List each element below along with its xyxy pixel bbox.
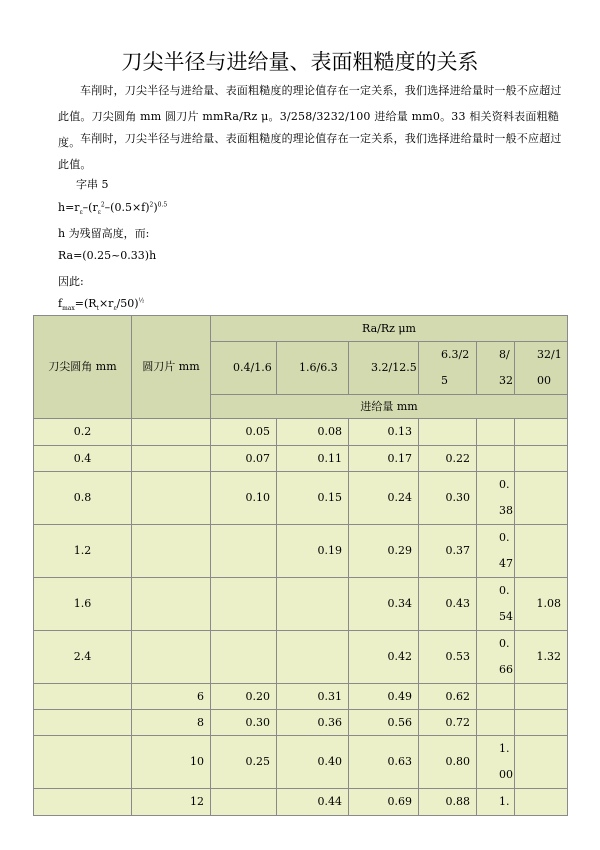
- cell-tip-radius: 0.8: [34, 472, 132, 525]
- cell-feed-value: [211, 525, 277, 578]
- formula-f-sub-e: ε: [113, 305, 117, 313]
- cell-feed-value: 0.07: [211, 446, 277, 472]
- cell-round-insert: 8: [132, 710, 211, 736]
- table-row: [34, 525, 568, 578]
- cell-feed-value: [515, 525, 568, 578]
- cell-tip-radius: 0.2: [34, 419, 132, 446]
- cell-feed-value: 0.42: [349, 631, 419, 684]
- cell-feed-value: [277, 631, 349, 684]
- table-row: [34, 631, 568, 684]
- col-header-tip-radius: 刀尖圆角 mm: [34, 316, 132, 419]
- formula-f-part-c: ×r: [98, 297, 114, 310]
- cell-feed-value: 1.08: [515, 578, 568, 631]
- cell-feed-value: [515, 684, 568, 710]
- cell-feed-value: 0.15: [277, 472, 349, 525]
- cell-feed-value: [515, 736, 568, 789]
- cell-feed-value: 0.38: [477, 472, 515, 525]
- second-paragraph: 车削时，刀尖半径与进给量、表面粗糙度的理论值存在一定关系，我们选择进给量时一般不应超过此值。: [58, 132, 562, 171]
- cell-round-insert: [132, 525, 211, 578]
- ra-col-1: 1.6/6.3: [277, 342, 349, 395]
- cell-tip-radius: 0.4: [34, 446, 132, 472]
- cell-feed-value: [211, 789, 277, 816]
- cell-round-insert: 10: [132, 736, 211, 789]
- cell-round-insert: [132, 419, 211, 446]
- formula-f-part-b: =(R: [74, 297, 97, 310]
- formula-h-part-a: h=r: [58, 201, 80, 214]
- formula-f-sub-t: t: [96, 305, 99, 313]
- cell-round-insert: [132, 631, 211, 684]
- cell-feed-value: 0.13: [349, 419, 419, 446]
- cell-feed-value: 0.44: [277, 789, 349, 816]
- formula-h-sup-2a: 2: [100, 201, 105, 209]
- cell-feed-value: [477, 446, 515, 472]
- cell-feed-value: 0.56: [349, 710, 419, 736]
- table-row: [34, 446, 568, 472]
- cell-round-insert: [132, 578, 211, 631]
- line-ra: Ra=(0.25~0.33)h: [58, 249, 157, 262]
- cell-feed-value: 0.49: [349, 684, 419, 710]
- ra-col-0: 0.4/1.6: [211, 342, 277, 395]
- cell-tip-radius: 2.4: [34, 631, 132, 684]
- cell-feed-value: 0.31: [277, 684, 349, 710]
- col-header-round-insert: 圆刀片 mm: [132, 316, 211, 419]
- cell-feed-value: [515, 419, 568, 446]
- cell-feed-value: 0.43: [419, 578, 477, 631]
- line-yinci: 因此:: [58, 275, 84, 288]
- cell-feed-value: 0.54: [477, 578, 515, 631]
- cell-feed-value: 0.30: [211, 710, 277, 736]
- cell-tip-radius: 1.2: [34, 525, 132, 578]
- ra-col-4: 8/32: [477, 342, 515, 395]
- cell-feed-value: 0.29: [349, 525, 419, 578]
- formula-f-part-d: /50): [116, 297, 139, 310]
- cell-tip-radius: [34, 789, 132, 816]
- table-row: [34, 419, 568, 446]
- formula-h-sup-05: 0.5: [157, 201, 168, 209]
- cell-feed-value: 0.22: [419, 446, 477, 472]
- cell-feed-value: 1.00: [477, 736, 515, 789]
- cell-feed-value: [515, 789, 568, 816]
- cell-tip-radius: [34, 736, 132, 789]
- cell-feed-value: 0.53: [419, 631, 477, 684]
- ra-col-5: 32/100: [515, 342, 568, 395]
- cell-feed-value: 0.62: [419, 684, 477, 710]
- page-title: 刀尖半径与进给量、表面粗糙度的关系: [121, 50, 479, 74]
- cell-feed-value: 0.37: [419, 525, 477, 578]
- table-row: [34, 578, 568, 631]
- formula-h-part-d: ): [153, 201, 158, 214]
- cell-feed-value: [477, 684, 515, 710]
- cell-feed-value: 0.88: [419, 789, 477, 816]
- cell-feed-value: 0.63: [349, 736, 419, 789]
- cell-feed-value: [211, 578, 277, 631]
- table-row: [34, 472, 568, 525]
- ra-col-2: 3.2/12.5: [349, 342, 419, 395]
- formula-f-sup: ½: [138, 297, 145, 305]
- cell-feed-value: 0.10: [211, 472, 277, 525]
- formula-h-part-c: –(0.5×f): [104, 201, 150, 214]
- cell-feed-value: 0.40: [277, 736, 349, 789]
- formula-f-sub-max: max: [62, 305, 75, 313]
- cell-round-insert: [132, 472, 211, 525]
- cell-feed-value: 0.05: [211, 419, 277, 446]
- cell-feed-value: 0.19: [277, 525, 349, 578]
- cell-feed-value: 0.11: [277, 446, 349, 472]
- cell-tip-radius: 1.6: [34, 578, 132, 631]
- formula-f-part-a: f: [58, 297, 63, 310]
- formula-fmax: [58, 297, 144, 312]
- cell-round-insert: [132, 446, 211, 472]
- cell-feed-value: 0.20: [211, 684, 277, 710]
- cell-feed-value: 0.08: [277, 419, 349, 446]
- cell-feed-value: 0.80: [419, 736, 477, 789]
- formula-h-sup-2b: 2: [149, 201, 154, 209]
- sub-header-feed: 进给量 mm: [211, 395, 568, 419]
- formula-h-part-b: –(r: [82, 201, 98, 214]
- cell-feed-value: [477, 710, 515, 736]
- table-row: [34, 736, 568, 789]
- group-header-ra-rz: Ra/Rz μm: [211, 316, 568, 342]
- cell-feed-value: 0.66: [477, 631, 515, 684]
- feed-roughness-table: [33, 315, 568, 816]
- cell-feed-value: 0.69: [349, 789, 419, 816]
- cell-feed-value: [515, 472, 568, 525]
- cell-feed-value: 0.72: [419, 710, 477, 736]
- table-row: [34, 684, 568, 710]
- cell-feed-value: 0.34: [349, 578, 419, 631]
- cell-feed-value: 0.36: [277, 710, 349, 736]
- formula-h-sub-e1: ε: [79, 209, 83, 217]
- ra-col-3: 6.3/25: [419, 342, 477, 395]
- cell-round-insert: 12: [132, 789, 211, 816]
- intro-paragraph: 车削时，刀尖半径与进给量、表面粗糙度的理论值存在一定关系，我们选择进给量时一般不应超过此值。刀尖圆角 mm 圆刀片 mmRa/Rz μ。3/258/3232/100 进给量 mm0。33 相关资料表面粗糙度。: [58, 84, 562, 149]
- formula-h-sub-e2: ε: [97, 209, 101, 217]
- cell-tip-radius: [34, 710, 132, 736]
- cell-feed-value: 1.32: [515, 631, 568, 684]
- cell-round-insert: 6: [132, 684, 211, 710]
- cell-feed-value: [477, 419, 515, 446]
- cell-tip-radius: [34, 684, 132, 710]
- label-zichuan: 字串 5: [76, 178, 109, 191]
- cell-feed-value: 1.: [477, 789, 515, 816]
- table-row: [34, 789, 568, 816]
- formula-h: [58, 201, 167, 216]
- cell-feed-value: [515, 446, 568, 472]
- cell-feed-value: 0.47: [477, 525, 515, 578]
- cell-feed-value: 0.30: [419, 472, 477, 525]
- table-row: [34, 710, 568, 736]
- cell-feed-value: [277, 578, 349, 631]
- cell-feed-value: [515, 710, 568, 736]
- cell-feed-value: 0.25: [211, 736, 277, 789]
- cell-feed-value: [419, 419, 477, 446]
- cell-feed-value: 0.17: [349, 446, 419, 472]
- cell-feed-value: 0.24: [349, 472, 419, 525]
- line-h-residual: h 为残留高度，而:: [58, 227, 150, 240]
- cell-feed-value: [211, 631, 277, 684]
